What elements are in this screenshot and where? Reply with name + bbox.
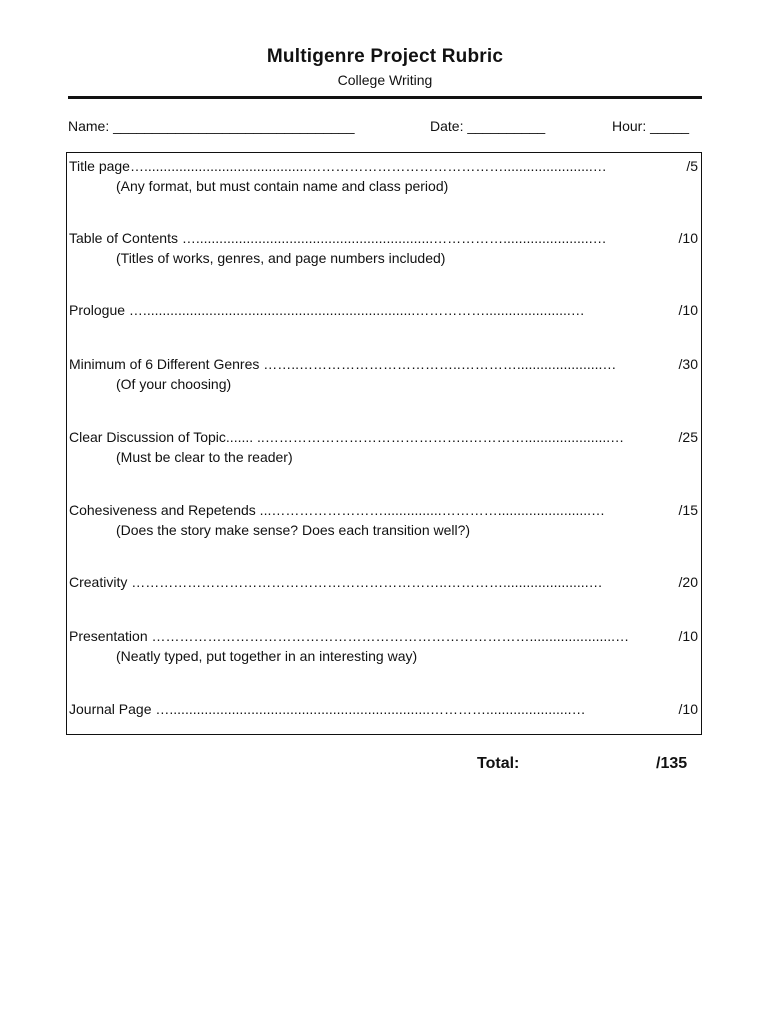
rubric-item-points: /10: [678, 302, 698, 318]
rubric-item-points: /25: [678, 429, 698, 445]
header-divider: [68, 96, 702, 99]
rubric-item-genres: [69, 354, 701, 392]
rubric-item-label: Cohesiveness and Repetends ...……………………...............…………........................…: [69, 502, 606, 518]
rubric-item-note: (Titles of works, genres, and page numbers included): [116, 250, 446, 266]
rubric-item-label: Minimum of 6 Different Genres ……..……………………………..…………......................…: [69, 356, 617, 372]
rubric-item-note: (Does the story make sense? Does each transition well?): [116, 522, 471, 538]
name-field: Name: _______________________________: [68, 118, 355, 134]
rubric-item-journal-page: [69, 699, 701, 719]
page-subtitle: College Writing: [337, 72, 433, 88]
total-label: Total:: [477, 755, 520, 772]
rubric-item-points: /10: [678, 701, 698, 717]
date-field: Date: __________: [430, 118, 546, 134]
rubric-item-note: (Of your choosing): [116, 376, 232, 392]
rubric-item-label: Prologue …......................................................................……………......................…: [69, 302, 585, 318]
rubric-item-label: Creativity …………………………………………………………..…………......................…: [69, 574, 603, 590]
rubric-item-presentation: [69, 626, 701, 664]
rubric-table: [66, 152, 702, 735]
rubric-item-label: Table of Contents ….............................................................…………….......................…: [69, 230, 607, 246]
rubric-item-label: Journal Page …...................................................................…………......................…: [69, 701, 586, 717]
rubric-item-points: /5: [686, 158, 698, 174]
rubric-item-creativity: [69, 572, 701, 592]
rubric-item-discussion: [69, 427, 701, 465]
rubric-item-note: (Any format, but must contain name and class period): [116, 178, 449, 194]
rubric-item-points: /30: [678, 356, 698, 372]
rubric-item-label: Clear Discussion of Topic....... ..……………………………………..…………......................…: [69, 429, 625, 445]
rubric-item-points: /10: [678, 628, 698, 644]
rubric-item-label: Presentation ………………………………………………………………………......................…: [69, 628, 630, 644]
rubric-item-note: (Must be clear to the reader): [116, 449, 293, 465]
rubric-item-points: /10: [678, 230, 698, 246]
rubric-item-table-of-contents: [69, 228, 701, 266]
rubric-item-cohesiveness: [69, 500, 701, 538]
total-value: /135: [656, 755, 688, 772]
rubric-item-prologue: [69, 300, 701, 320]
page-title: Multigenre Project Rubric: [266, 46, 504, 67]
rubric-item-points: /15: [678, 502, 698, 518]
rubric-item-points: /20: [678, 574, 698, 590]
rubric-item-note: (Neatly typed, put together in an interesting way): [116, 648, 418, 664]
rubric-item-title-page: [69, 156, 701, 194]
rubric-item-label: Title page…..........................................…………………………………….......................…: [69, 158, 607, 174]
hour-field: Hour: _____: [612, 118, 690, 134]
